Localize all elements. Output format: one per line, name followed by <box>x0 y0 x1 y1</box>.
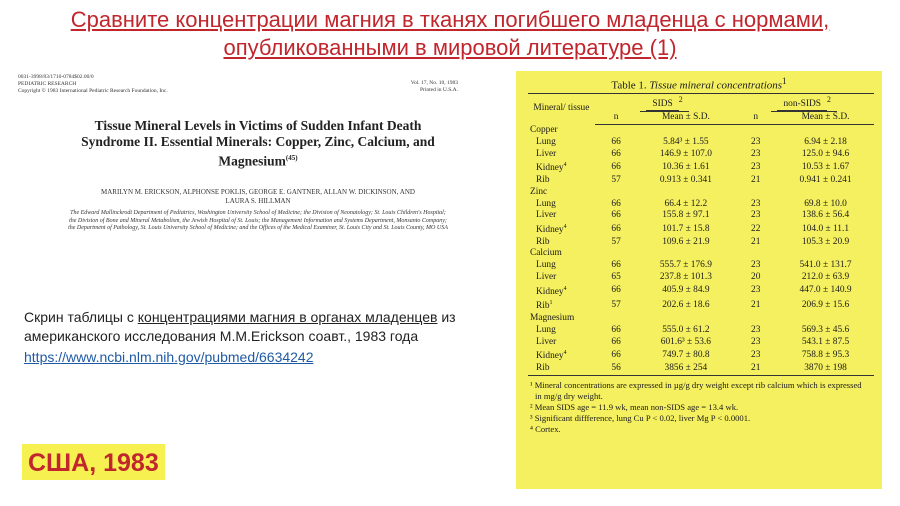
tissue-name: Lung <box>536 260 556 271</box>
sids-n-cell: 56 <box>595 363 638 375</box>
nonsids-mean-cell: 212.0 ± 63.9 <box>801 271 850 282</box>
nonsids-mean-cell: 105.3 ± 20.9 <box>801 236 850 247</box>
tissue-name: Liver <box>536 336 557 347</box>
paper-authors: MARILYN M. ERICKSON, ALPHONSE POKLIS, GEORGE E. GANTNER, ALLAN W. DICKINSON, AND LAURA S. HILLMAN <box>101 188 415 205</box>
sids-n-cell: 66 <box>611 260 621 271</box>
paper-clipping <box>18 74 488 266</box>
sids-n-cell: 66 <box>611 161 621 172</box>
paper-title-ref: (45) <box>285 154 298 162</box>
tissue-name: Rib <box>536 301 550 312</box>
sids-mean-cell: 555.0 ± 61.2 <box>662 324 710 335</box>
tissue-cell <box>528 175 595 187</box>
tissue-name: Liver <box>536 210 557 221</box>
slide-title-text: Сравните концентрации магния в тканях погибшего младенца с нормами, опубликованными в мировой литературе <box>70 7 830 60</box>
tissue-cell <box>528 260 595 272</box>
table-row <box>528 222 874 237</box>
table-row <box>528 337 874 349</box>
paper-affiliation: The Edward Mallinckrodt Department of Pediatrics, Washington University School of Medicine; the Division of Neonatology; St. Louis Children's Hospital; the Division of Bone and Mineral Metabolism, the Jewish Hospital of St. Louis; the Management Information and Systems Department, Monsanto Company; the Department of Pathology, St. Louis University School of Medicine; and the Offices of the Medical Examiner, St. Louis City and St. Louis County, MO USA <box>68 210 448 231</box>
nonsids-n-cell: 23 <box>751 210 761 221</box>
pubmed-link[interactable]: https://www.ncbi.nlm.nih.gov/pubmed/6634242 <box>24 349 314 365</box>
table-row <box>528 325 874 337</box>
table-row <box>528 210 874 222</box>
nonsids-n-cell: 22 <box>751 223 761 234</box>
sids-mean-cell: 0.913 ± 0.341 <box>659 175 712 186</box>
sids-mean-cell: 155.8 ± 97.1 <box>662 210 710 221</box>
sids-mean-cell: 146.9 ± 107.0 <box>659 148 712 159</box>
tissue-cell <box>528 222 595 237</box>
tissue-cell <box>528 160 595 175</box>
slide-title-number: (1) <box>649 35 677 60</box>
table-title-text: Tissue mineral concentrations <box>649 79 783 92</box>
sids-n-cell: 66 <box>611 324 621 335</box>
sids-mean-cell: 405.9 ± 84.9 <box>662 285 710 296</box>
tissue-name: Liver <box>536 148 557 159</box>
nonsids-n-cell: 23 <box>751 324 761 335</box>
tissue-cell <box>528 298 595 313</box>
section-row-calcium <box>528 248 874 260</box>
sids-mean-cell: 555.7 ± 176.9 <box>659 260 712 271</box>
tissue-name: Kidney <box>536 163 564 174</box>
tissue-name: Kidney <box>536 225 564 236</box>
nonsids-n-cell: 21 <box>751 299 761 310</box>
caption-underlined: концентрациями магния в органах младенцев <box>137 309 438 325</box>
sids-mean-cell: 3856 ± 254 <box>637 363 734 375</box>
tissue-cell <box>528 272 595 284</box>
nonsids-n-cell: 23 <box>751 136 761 147</box>
table-body <box>528 125 874 376</box>
sids-mean-cell: 109.6 ± 21.9 <box>662 236 710 247</box>
table-row <box>528 199 874 211</box>
table-row <box>528 272 874 284</box>
section-label: Zinc <box>530 186 548 197</box>
tissue-footnote-mark: 4 <box>563 223 567 230</box>
mineral-table-image <box>516 71 882 489</box>
tissue-cell <box>528 137 595 149</box>
table-row <box>528 175 874 187</box>
footnote: ⁴ Cortex. <box>530 423 561 434</box>
paper-journal-meta: 0031-3998/83/1710-0784$02.00/0 PEDIATRIC RESEARCH Copyright © 1983 International Pediatric Research Foundation, Inc. <box>18 74 168 94</box>
sids-n-cell: 66 <box>611 210 621 221</box>
table-row <box>528 298 874 313</box>
table-row <box>528 260 874 272</box>
footnote: ³ Significant diffference, lung Cu P < 0.02, liver Mg P < 0.0001. <box>530 412 751 423</box>
nonsids-mean-cell: 543.1 ± 87.5 <box>801 336 850 347</box>
nonsids-mean-cell: 6.94 ± 2.18 <box>804 136 847 147</box>
section-label: Copper <box>530 125 558 136</box>
tissue-cell <box>528 348 595 363</box>
sids-n-cell: 57 <box>611 175 621 186</box>
table-title-sup: 1 <box>782 76 787 86</box>
footnote: ¹ Mineral concentrations are expressed in µg/g dry weight except rib calcium which is expressed in mg/g dry weight. <box>530 379 862 401</box>
sids-n-cell: 66 <box>611 349 621 360</box>
nonsids-mean-cell: 541.0 ± 131.7 <box>799 260 852 271</box>
section-label: Calcium <box>530 248 562 259</box>
nonsids-n-cell: 21 <box>734 363 777 375</box>
nonsids-mean-cell: 0.941 ± 0.241 <box>799 175 852 186</box>
nonsids-group-header: non-SIDS $^2$ <box>734 93 874 112</box>
tissue-footnote-mark: 4 <box>563 350 567 357</box>
sids-mean-cell: 237.8 ± 101.3 <box>659 271 712 282</box>
table-row <box>528 237 874 249</box>
sids-mean-cell: 66.4 ± 12.2 <box>664 198 708 209</box>
table-row <box>528 284 874 299</box>
nonsids-mean-cell: 447.0 ± 140.9 <box>799 285 852 296</box>
tissue-name: Liver <box>536 271 557 282</box>
tissue-name: Lung <box>536 324 556 335</box>
paper-title <box>78 118 438 170</box>
sids-n-cell: 57 <box>611 299 621 310</box>
tissue-cell <box>528 363 595 375</box>
tissue-name: Kidney <box>536 286 564 297</box>
table-title <box>516 71 882 93</box>
sids-mean-cell: 202.6 ± 18.6 <box>662 299 710 310</box>
nonsids-n-cell: 23 <box>751 260 761 271</box>
tissue-cell <box>528 149 595 161</box>
nonsids-n-cell: 23 <box>751 161 761 172</box>
tissue-footnote-mark: 1 <box>549 300 553 307</box>
col-mineral-header: Mineral/ tissue <box>528 93 595 125</box>
tissue-name: Rib <box>536 175 550 186</box>
tissue-name: Rib <box>536 236 550 247</box>
tissue-cell <box>528 325 595 337</box>
section-row-zinc <box>528 187 874 199</box>
sids-group-header: SIDS $^2$ <box>595 93 735 112</box>
nonsids-mean-cell: 206.9 ± 15.6 <box>801 299 850 310</box>
sids-mean-cell: 5.84³ ± 1.55 <box>663 136 709 147</box>
sids-mean-cell: 10.36 ± 1.61 <box>662 161 710 172</box>
country-year-badge: США, 1983 <box>22 444 165 480</box>
nonsids-mean-cell: 125.0 ± 94.6 <box>801 148 850 159</box>
col-n-nonsids: n <box>734 112 777 124</box>
nonsids-n-cell: 23 <box>751 336 761 347</box>
sids-n-cell: 66 <box>611 223 621 234</box>
tissue-name: Lung <box>536 198 556 209</box>
table-row <box>528 149 874 161</box>
table-footnotes <box>530 380 870 435</box>
tissue-name: Rib <box>536 363 550 374</box>
slide-title <box>40 6 860 62</box>
nonsids-n-cell: 21 <box>751 236 761 247</box>
sids-n-cell: 66 <box>611 148 621 159</box>
table-title-prefix: Table 1. <box>611 79 647 92</box>
tissue-cell <box>528 284 595 299</box>
tissue-footnote-mark: 4 <box>563 162 567 169</box>
nonsids-n-cell: 23 <box>751 148 761 159</box>
tissue-cell <box>528 199 595 211</box>
caption-text-2: из американского исследования M.M.Erickson соавт., 1983 года <box>24 309 456 344</box>
nonsids-mean-cell: 69.8 ± 10.0 <box>804 198 847 209</box>
sids-n-cell: 65 <box>611 271 621 282</box>
tissue-name: Lung <box>536 136 556 147</box>
footnote: ² Mean SIDS age = 11.9 wk, mean non-SIDS age = 13.4 wk. <box>530 401 739 412</box>
tissue-footnote-mark: 4 <box>563 285 567 292</box>
nonsids-mean-cell: 10.53 ± 1.67 <box>801 161 850 172</box>
tissue-name: Kidney <box>536 351 564 362</box>
table-row <box>528 348 874 363</box>
section-label: Magnesium <box>530 313 575 324</box>
caption <box>24 308 504 367</box>
col-n-sids: n <box>595 112 638 124</box>
nonsids-n-cell: 20 <box>751 271 761 282</box>
mineral-table <box>528 93 874 376</box>
nonsids-mean-cell: 758.8 ± 95.3 <box>801 349 850 360</box>
nonsids-n-cell: 23 <box>751 349 761 360</box>
tissue-cell <box>528 337 595 349</box>
paper-title-text: Tissue Mineral Levels in Victims of Sudden Infant Death Syndrome II. Essential Minerals: Copper, Zinc, Calcium, and Magnesium <box>81 118 435 169</box>
nonsids-n-cell: 23 <box>751 198 761 209</box>
sids-n-cell: 66 <box>611 198 621 209</box>
tissue-cell <box>528 237 595 249</box>
sids-mean-cell: 749.7 ± 80.8 <box>662 349 710 360</box>
table-row <box>528 363 874 375</box>
section-row-copper <box>528 125 874 137</box>
sids-n-cell: 66 <box>611 336 621 347</box>
col-mean-nonsids: Mean ± S.D. <box>777 112 874 124</box>
sids-n-cell: 66 <box>611 285 621 296</box>
table-row <box>528 160 874 175</box>
sids-n-cell: 57 <box>611 236 621 247</box>
tissue-cell <box>528 210 595 222</box>
sids-mean-cell: 601.6³ ± 53.6 <box>660 336 711 347</box>
table-row <box>528 137 874 149</box>
section-row-magnesium <box>528 313 874 325</box>
nonsids-n-cell: 21 <box>751 175 761 186</box>
caption-text-1: Скрин таблицы с <box>24 309 138 325</box>
nonsids-mean-cell: 138.6 ± 56.4 <box>801 210 850 221</box>
nonsids-mean-cell: 3870 ± 198 <box>777 363 874 375</box>
sids-n-cell: 66 <box>611 136 621 147</box>
sids-mean-cell: 101.7 ± 15.8 <box>662 223 710 234</box>
col-mean-sids: Mean ± S.D. <box>637 112 734 124</box>
nonsids-mean-cell: 569.3 ± 45.6 <box>801 324 850 335</box>
paper-volume-meta: Vol. 17, No. 10, 1983 Printed in U.S.A. <box>410 80 458 93</box>
nonsids-n-cell: 23 <box>751 285 761 296</box>
nonsids-mean-cell: 104.0 ± 11.1 <box>802 223 850 234</box>
